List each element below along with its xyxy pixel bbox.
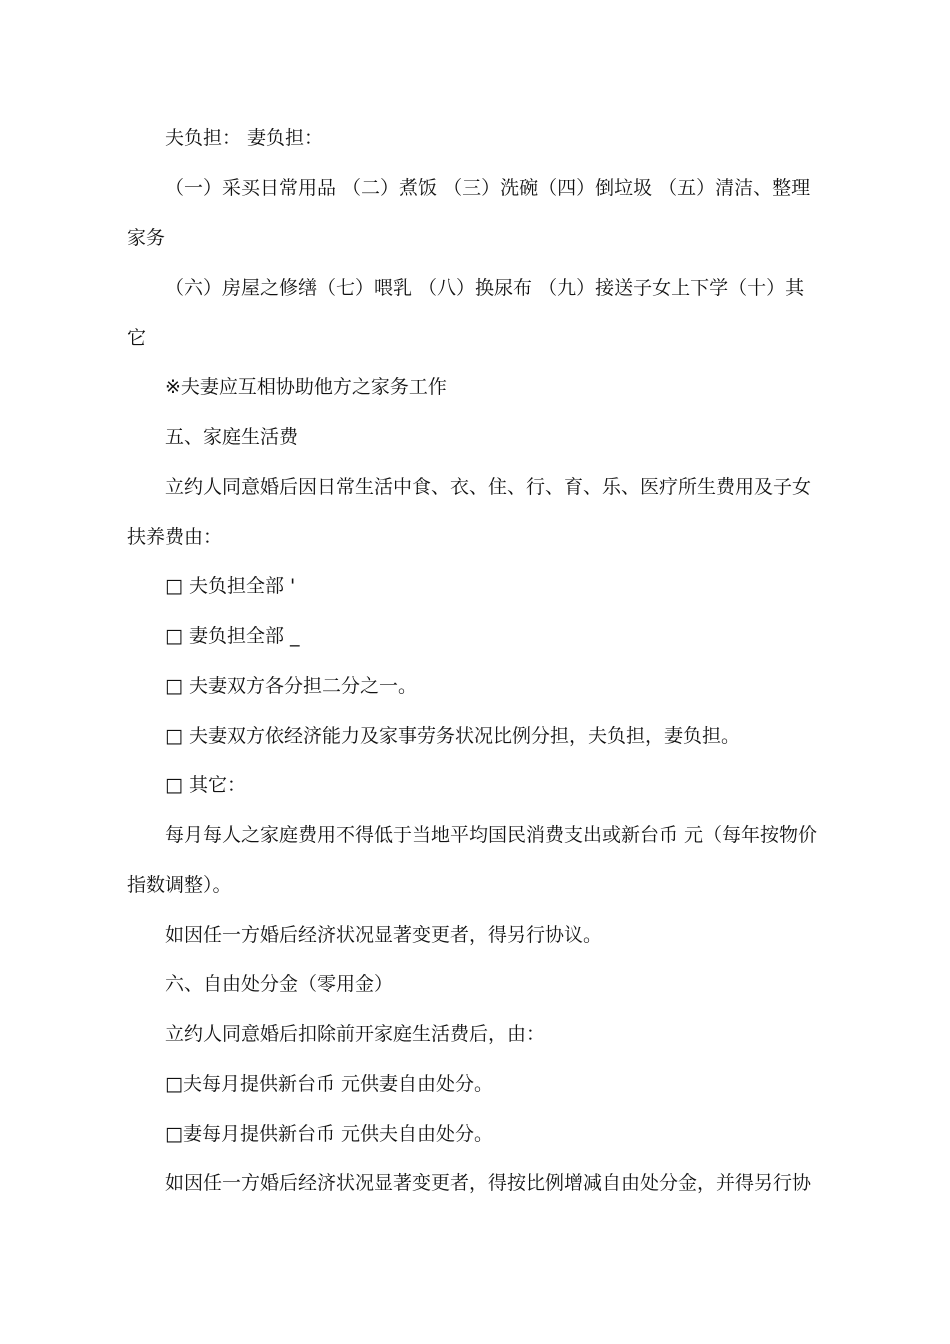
allowance-husband-option: □夫每月提供新台币 元供妻自由处分。 bbox=[165, 1073, 493, 1095]
option-half-each: □ 夫妻双方各分担二分之一。 bbox=[165, 675, 417, 697]
mutual-help-note: ※夫妻应互相协助他方之家务工作 bbox=[165, 376, 447, 398]
allowance-adjustment-clause: 如因任一方婚后经济状况显著变更者，得按比例增减自由处分金，并得另行协 bbox=[165, 1172, 812, 1194]
option-proportional: □ 夫妻双方依经济能力及家事劳务状况比例分担，夫负担，妻负担。 bbox=[165, 725, 740, 747]
option-other: □ 其它： bbox=[165, 774, 246, 796]
burden-heading-line: 夫负担： 妻负担： bbox=[165, 127, 324, 149]
option-husband-all: □ 夫负担全部 ' bbox=[165, 575, 296, 597]
chores-list-line-2-cont: 它 bbox=[127, 327, 147, 349]
living-expense-paragraph-cont: 扶养费由： bbox=[127, 526, 223, 548]
renegotiation-clause: 如因任一方婚后经济状况显著变更者，得另行协议。 bbox=[165, 924, 603, 946]
option-wife-all: □ 妻负担全部 _ bbox=[165, 625, 300, 647]
allowance-wife-option: □妻每月提供新台币 元供夫自由处分。 bbox=[165, 1123, 493, 1145]
minimum-expense-paragraph: 每月每人之家庭费用不得低于当地平均国民消费支出或新台币 元（每年按物价 bbox=[165, 824, 818, 846]
chores-list-line-2: （六）房屋之修缮（七）喂乳 （八）换尿布 （九）接送子女上下学（十）其 bbox=[165, 277, 805, 299]
chores-list-line-1: （一）采买日常用品 （二）煮饭 （三）洗碗（四）倒垃圾 （五）清洁、整理 bbox=[165, 177, 811, 199]
section-six-heading: 六、自由处分金（零用金） bbox=[165, 973, 394, 995]
living-expense-paragraph: 立约人同意婚后因日常生活中食、衣、住、行、育、乐、医疗所生费用及子女 bbox=[165, 476, 812, 498]
chores-list-line-1-cont: 家务 bbox=[127, 227, 166, 249]
allowance-paragraph: 立约人同意婚后扣除前开家庭生活费后，由： bbox=[165, 1023, 546, 1045]
section-five-heading: 五、家庭生活费 bbox=[165, 426, 299, 448]
minimum-expense-paragraph-cont: 指数调整）。 bbox=[127, 874, 232, 896]
